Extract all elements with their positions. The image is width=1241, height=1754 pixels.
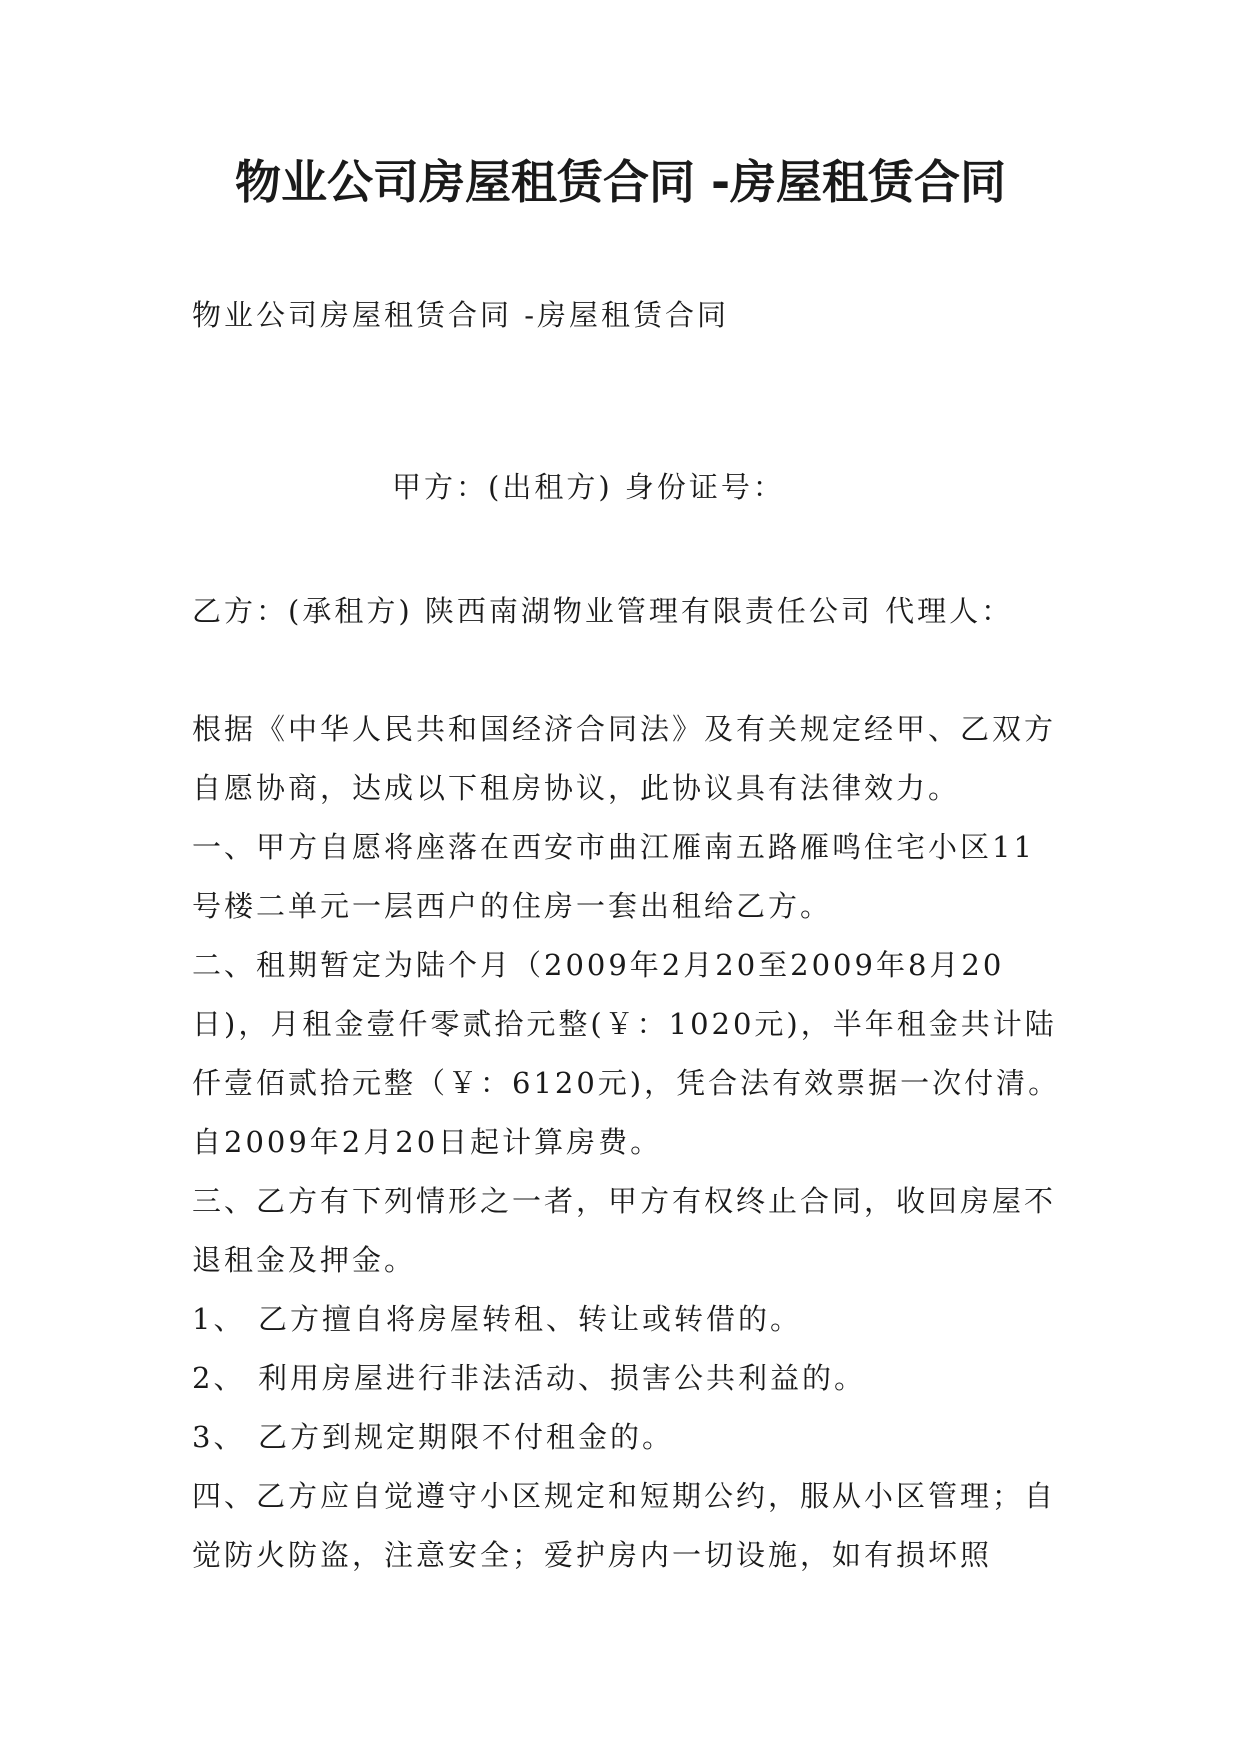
list-item-text: 乙方到规定期限不付租金的。 <box>258 1420 675 1454</box>
list-item <box>192 1408 1062 1467</box>
document-title: 物业公司房屋租赁合同 -房屋租赁合同 <box>234 155 1007 209</box>
list-item-number: 3、 <box>192 1420 246 1454</box>
clause-four: 四、乙方应自觉遵守小区规定和短期公约，服从小区管理；自觉防火防盗，注意安全；爱护房内一切设施，如有损坏照 <box>192 1479 1057 1572</box>
list-item <box>192 1349 1062 1408</box>
contract-clauses <box>192 700 1062 1585</box>
clause-one: 一、甲方自愿将座落在西安市曲江雁南五路雁鸣住宅小区11号楼二单元一层西户的住房一套出租给乙方。 <box>192 830 1035 923</box>
list-item-text: 乙方擅自将房屋转租、转让或转借的。 <box>258 1302 803 1336</box>
list-item <box>192 1290 1062 1349</box>
party-a-line: 甲方：(出租方) 身份证号： <box>392 470 785 504</box>
list-item-text: 利用房屋进行非法活动、损害公共利益的。 <box>258 1361 867 1395</box>
clause-three: 三、乙方有下列情形之一者，甲方有权终止合同，收回房屋不退租金及押金。 <box>192 1184 1057 1277</box>
document-subtitle: 物业公司房屋租赁合同 -房屋租赁合同 <box>192 298 730 332</box>
party-b-line: 乙方：(承租方) 陕西南湖物业管理有限责任公司 代理人： <box>192 594 1014 628</box>
list-item-number: 2、 <box>192 1361 246 1395</box>
list-item-number: 1、 <box>192 1302 246 1336</box>
intro-paragraph: 根据《中华人民共和国经济合同法》及有关规定经甲、乙双方自愿协商，达成以下租房协议，此协议具有法律效力。 <box>192 712 1057 805</box>
clause-two: 二、租期暂定为陆个月（2009年2月20至2009年8月20日)，月租金壹仟零贰拾元整(￥：1020元)，半年租金共计陆仟壹佰贰拾元整（￥：6120元)，凭合法有效票据一次付清。自2009年2月20日起计算房费。 <box>192 948 1061 1159</box>
